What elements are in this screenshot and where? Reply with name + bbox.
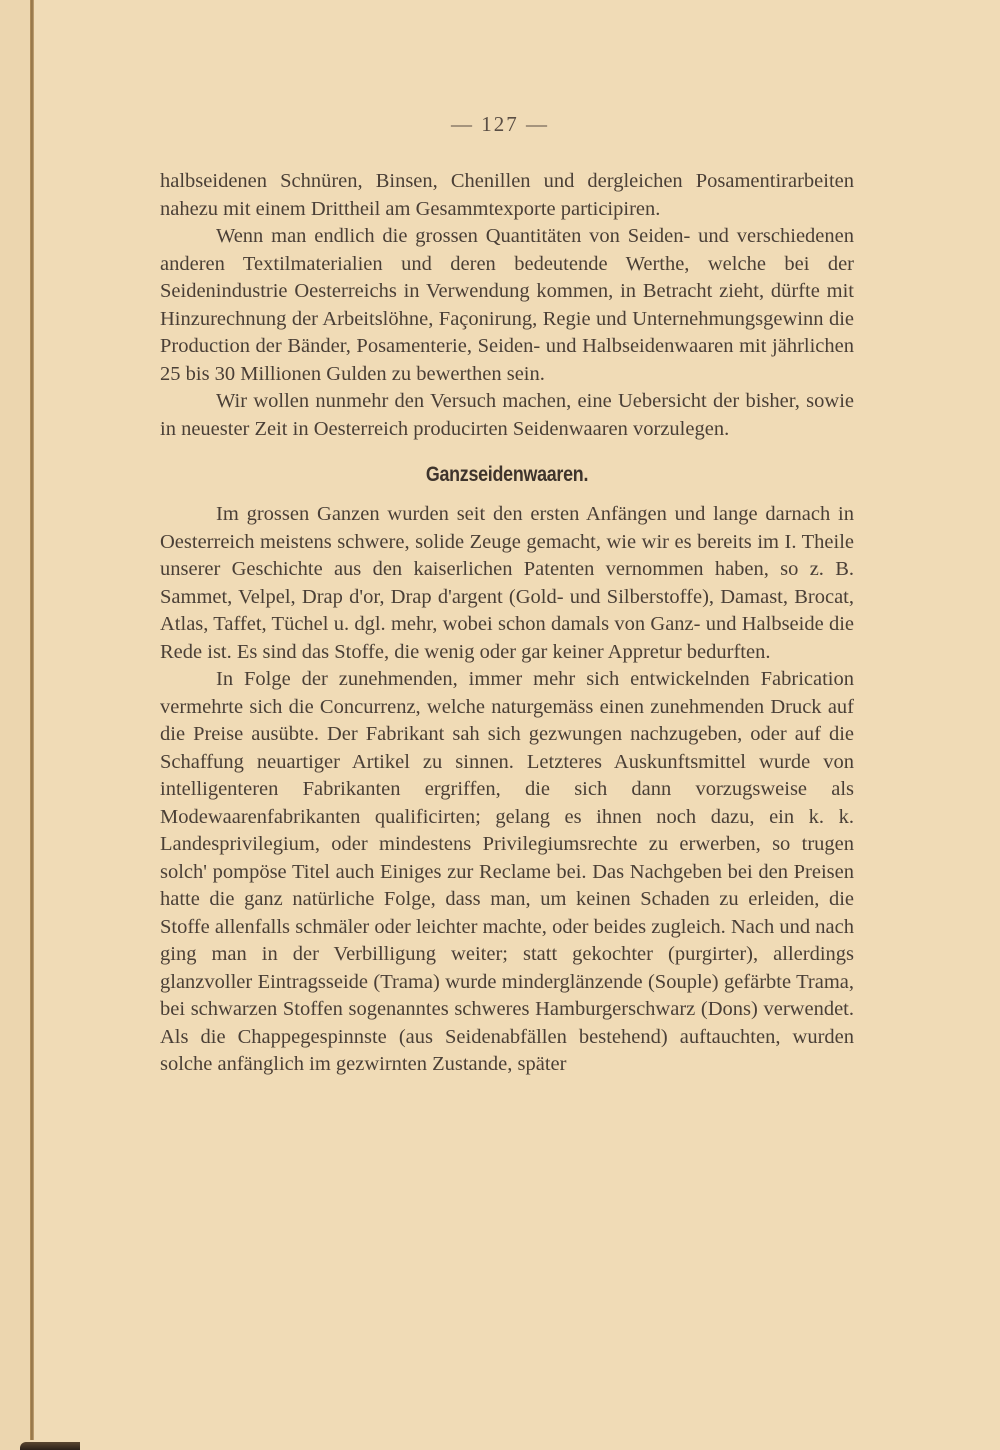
paragraph-overview-intro: Wir wollen nunmehr den Versuch machen, eine Uebersicht der bisher, sowie in neuester Zeit in Oesterreich producirten Seidenwaaren vorzulegen.: [160, 390, 854, 440]
page-body: [160, 168, 854, 1079]
paragraph-production-value: Wenn man endlich die grossen Quantitäten von Seiden- und verschiedenen anderen Textilmaterialien und deren bedeutende Werthe, welche bei der Seidenindustrie Oesterreichs in Verwendung kommen, in Betracht zieht, dürfte mit Hinzurechnung der Arbeitslöhne, Façonirung, Regie und Unternehmungsgewinn die Production der Bänder, Posamenterie, Seiden- und Halbseidenwaaren mit jährlichen 25 bis 30 Millionen Gulden zu bewerthen sein.: [160, 225, 854, 385]
page-left-margin: [0, 0, 30, 1450]
paragraph-competition: In Folge der zunehmenden, immer mehr sich entwickelnden Fabrication vermehrte sich die Concurrenz, welche naturgemäss einen zunehmenden Druck auf die Preise ausübte. Der Fabrikant sah sich gezwungen nachzugeben, oder auf die Schaffung neuartiger Artikel zu sinnen. Letzteres Auskunftsmittel wurde von intelligenteren Fabrikanten ergriffen, die sich dann vorzugsweise als Modewaarenfabrikanten qualificirten; gelang es ihnen noch dazu, ein k. k. Landesprivilegium, oder mindestens Privilegiumsrechte zu erwerben, so trugen solch' pompöse Titel auch Einiges zur Reclame bei. Das Nachgeben bei den Preisen hatte die ganz natürliche Folge, dass man, um keinen Schaden zu erleiden, die Stoffe allenfalls schmäler oder leichter machte, oder beides zugleich. Nach und nach ging man in der Verbilligung weiter; statt gekochter (purgirter), allerdings glanzvoller Eintragsseide (Trama) wurde minderglänzende (Souple) gefärbte Trama, bei schwarzen Stoffen sogenanntes schweres Hamburgerschwarz (Dons) verwendet. Als die Chappegespinnste (aus Seidenabfällen bestehend) auftauchten, wurden solche anfänglich im gezwirnten Zustande, später: [160, 668, 854, 1075]
paragraph-continuation: halbseidenen Schnüren, Binsen, Chenillen und dergleichen Posamentirarbeiten nahezu mit einem Drittheil am Gesammtexporte participiren.: [160, 170, 854, 220]
paragraph-heavy-fabrics: Im grossen Ganzen wurden seit den ersten Anfängen und lange darnach in Oesterreich meistens schwere, solide Zeuge gemacht, wie wir es bereits im I. Theile unserer Geschichte aus den kaiserlichen Patenten vernommen haben, so z. B. Sammet, Velpel, Drap d'or, Drap d'argent (Gold- und Silberstoffe), Damast, Brocat, Atlas, Taffet, Tüchel u. dgl. mehr, wobei schon damals von Ganz- und Halbseide die Rede ist. Es sind das Stoffe, die wenig oder gar keiner Appretur bedurften.: [160, 503, 854, 663]
page-corner-shadow: [20, 1442, 80, 1450]
section-heading: Ganzseidenwaaren.: [425, 463, 589, 486]
page-number: — 127 —: [451, 112, 549, 136]
